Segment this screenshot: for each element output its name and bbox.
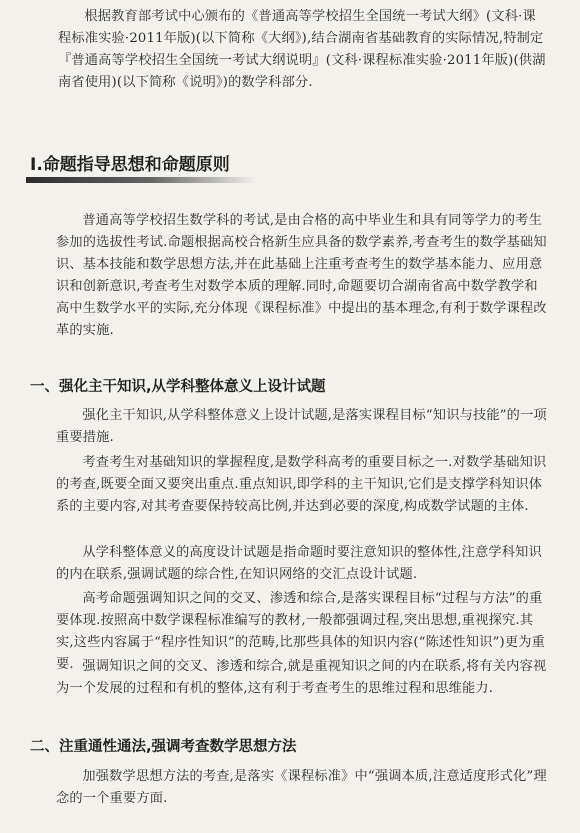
subsection-1-paragraph-3: 从学科整体意义的高度设计试题是指命题时要注意知识的整体性,注意学科知识的内在联系,强调试题的综合性,在知识网络的交汇点设计试题. [56,545,542,582]
subsection-2-paragraph-1: 加强数学思想方法的考查,是落实《课程标准》中“强调本质,注意适度形式化”理念的一个重要方面. [56,769,547,806]
subsection-1-title: 一、强化主干知识,从学科整体意义上设计试题 [30,379,326,395]
intro-paragraph: 根据教育部考试中心颁布的《普通高等学校招生全国统一考试大纲》(文科·课程标准实验·2011年版)(以下简称《大纲》),结合湖南省基础教育的实际情况,特制定『普通高等学校招生全国统一考试大纲说明』(文科·课程标准实验·2011年版)(供湖南省使用)(以下简称《说明》)的数学科部分. [58,9,546,90]
subsection-1-paragraph-4: 高考命题强调知识之间的交叉、渗透和综合,是落实课程目标“过程与方法”的重要体现.按照高中数学课程标准编写的教材,一般都强调过程,突出思想,重视探究.其实,这些内容属于“程序性知识”的范畴,比那些具体的知识内容(“陈述性知识”)更为重要. [56,591,546,672]
section-title: Ⅰ.命题指导思想和命题原则 [30,155,230,175]
subsection-1-paragraph-1: 强化主干知识,从学科整体意义上设计试题,是落实课程目标“知识与技能”的一项重要措施. [56,408,547,445]
subsection-1-paragraph-2: 考查考生对基础知识的掌握程度,是数学科高考的重要目标之一.对数学基础知识的考查,既要全面又要突出重点.重点知识,即学科的主干知识,它们是支撑学科知识体系的主要内容,对其考查要保持较高比例,并达到必要的深度,构成数学试题的主体. [56,455,547,514]
section-paragraph: 普通高等学校招生数学科的考试,是由合格的高中毕业生和具有同等学力的考生参加的选拔性考试.命题根据高校合格新生应具备的数学素养,考查考生的数学基础知识、基本技能和数学思想方法,并在此基础上注重考查考生的数学基本能力、应用意识和创新意识,考查考生对数学本质的理解.同时,命题要切合湖南省高中数学教学和高中生数学水平的实际,充分体现《课程标准》中提出的基本理念,有利于数学课程改革的实施. [56,213,547,338]
section-title-underline [26,177,256,183]
subsection-1-paragraph-5: 强调知识之间的交叉、渗透和综合,就是重视知识之间的内在联系,将有关内容视为一个发展的过程和有机的整体,这有利于考查考生的思维过程和思维能力. [56,659,547,696]
subsection-2-title: 二、注重通性通法,强调考查数学思想方法 [30,739,297,755]
